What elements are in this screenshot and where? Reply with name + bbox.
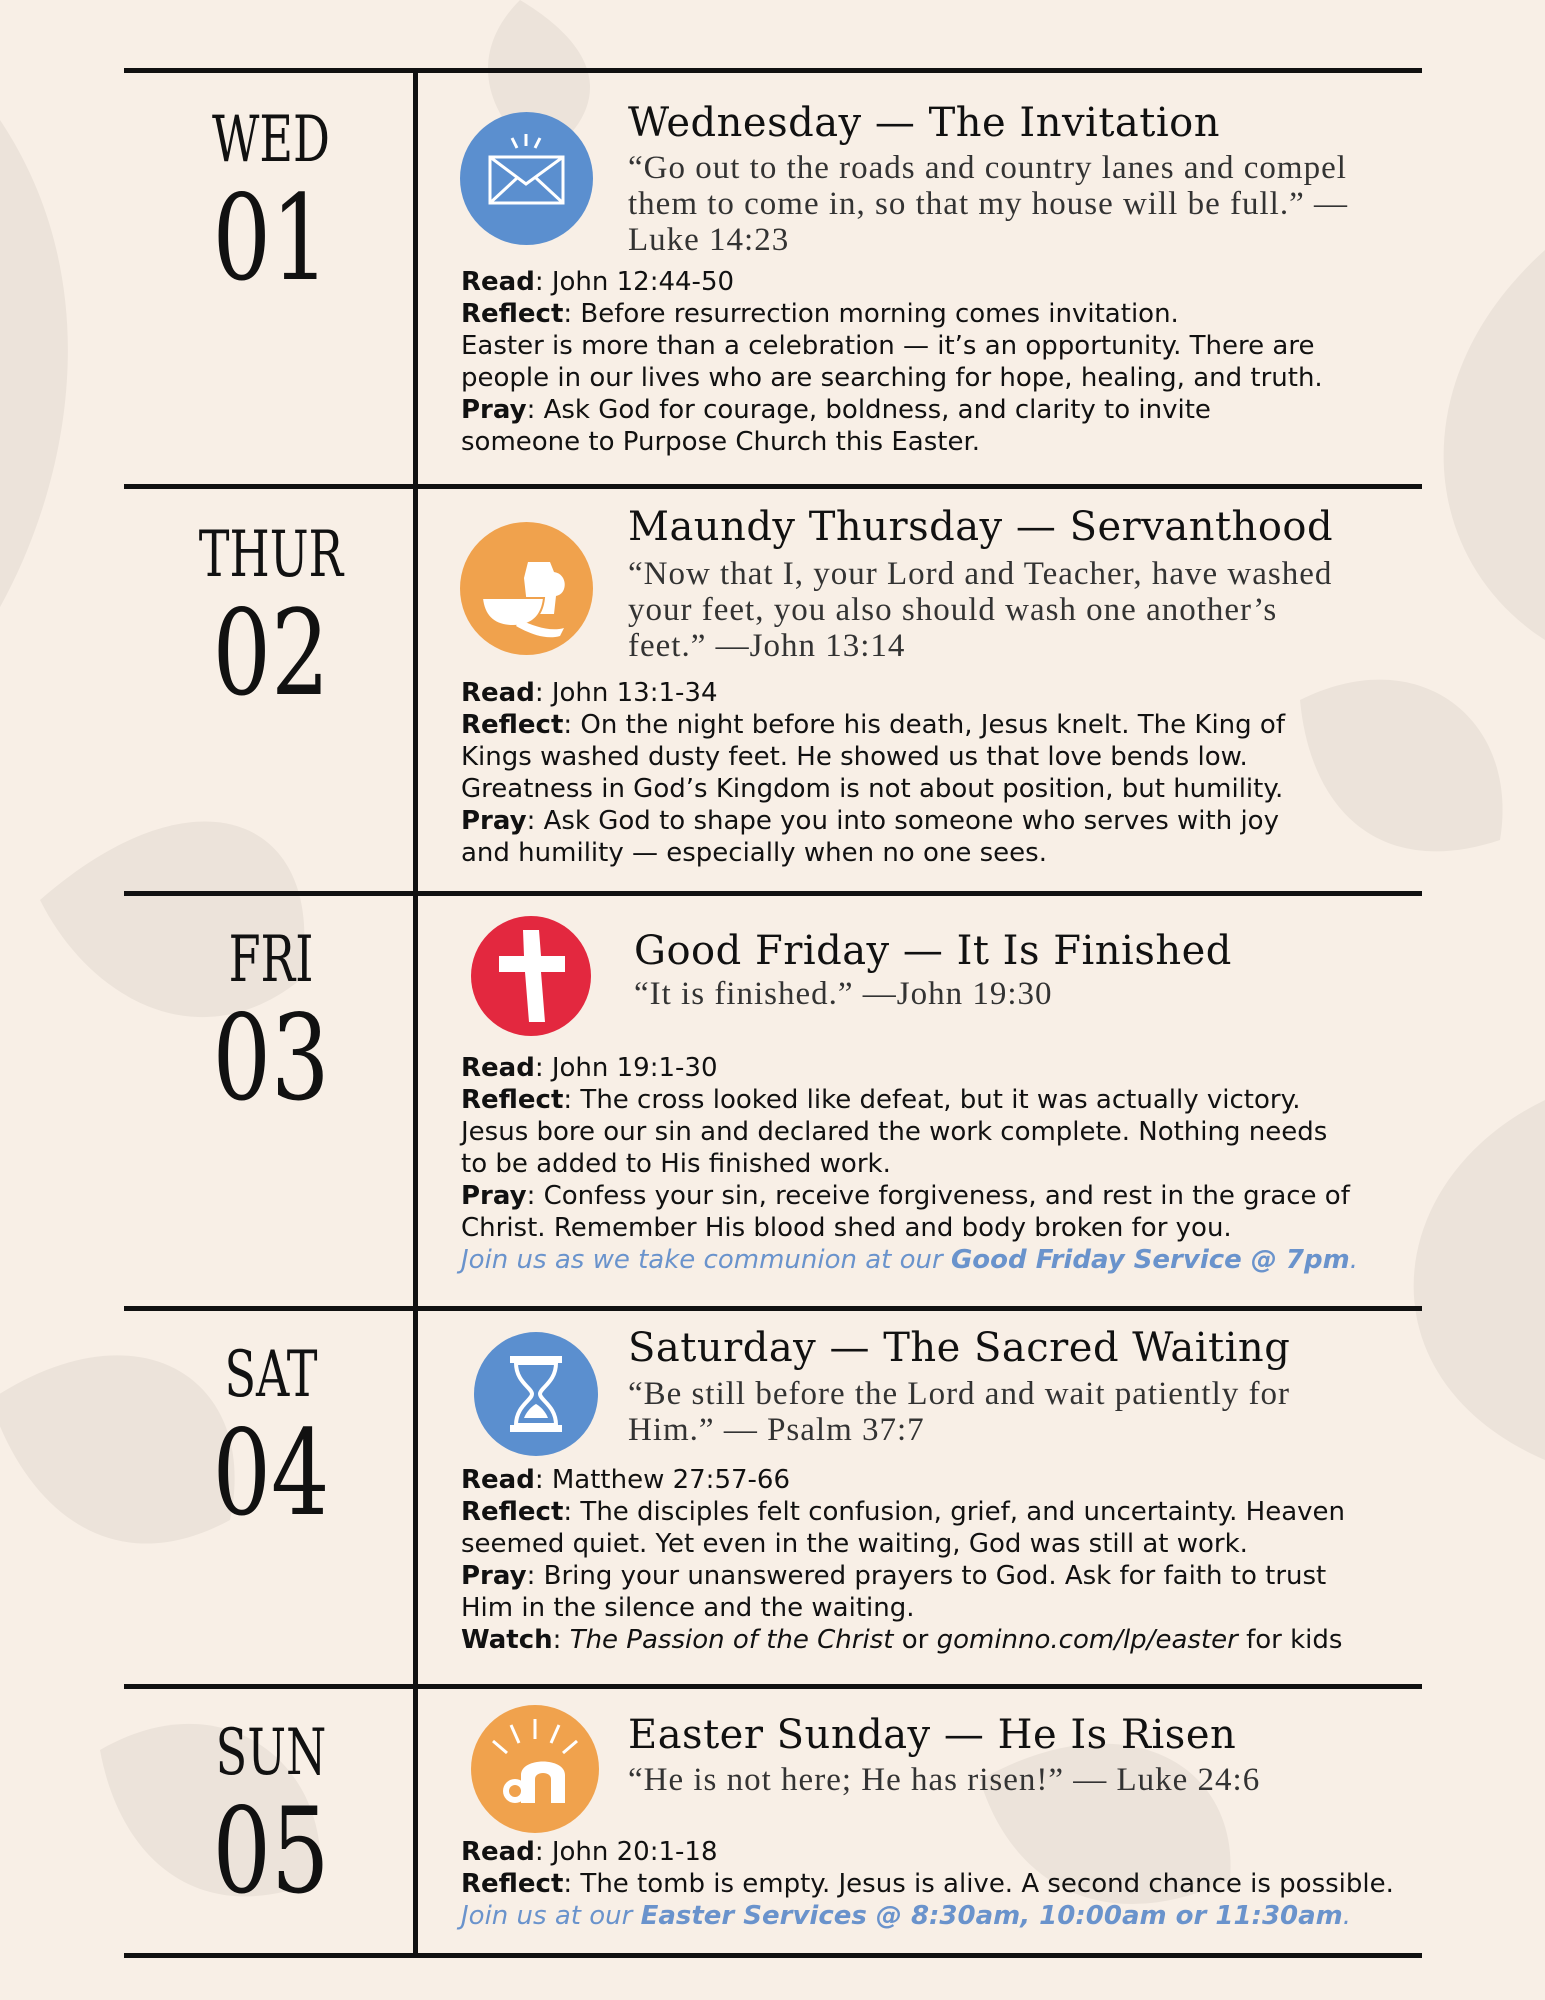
pray-line xyxy=(461,394,1323,426)
reflect-label: Reflect xyxy=(461,1869,564,1899)
pray-line xyxy=(461,1180,1358,1212)
pray-text: : Confess your sin, receive forgiveness, and rest in the grace of xyxy=(526,1181,1350,1211)
reflect-line: Easter is more than a celebration — it’s an opportunity. There are xyxy=(461,331,1315,361)
reflect-line: Greatness in God’s Kingdom is not about position, but humility. xyxy=(461,774,1284,804)
pray-line: Christ. Remember His blood shed and body broken for you. xyxy=(461,1213,1232,1243)
watch-end: for kids xyxy=(1237,1625,1343,1655)
day-title: Wednesday — The Invitation xyxy=(628,100,1220,146)
empty-tomb-sunrise-icon xyxy=(471,1705,599,1833)
read-label: Read xyxy=(461,678,535,708)
day-title: Saturday — The Sacred Waiting xyxy=(628,1325,1291,1371)
read-text: : John 13:1-34 xyxy=(534,678,718,708)
read-label: Read xyxy=(461,1465,535,1495)
invite-end: . xyxy=(1349,1245,1358,1275)
watch-label: Watch xyxy=(461,1625,553,1655)
day-number: 04 xyxy=(212,1404,330,1542)
day-title: Easter Sunday — He Is Risen xyxy=(628,1712,1237,1758)
pray-label: Pray xyxy=(461,1561,527,1591)
day-label xyxy=(130,923,412,1127)
read-text: : John 20:1-18 xyxy=(534,1837,718,1867)
day-body xyxy=(461,1464,1345,1656)
day-label xyxy=(130,1338,412,1542)
day-quote: “Be still before the Lord and wait patiently for Him.” — Psalm 37:7 xyxy=(628,1376,1290,1448)
basin-pitcher-icon xyxy=(460,522,593,655)
watch-sep: : xyxy=(552,1625,570,1655)
reflect-line: to be added to His finished work. xyxy=(461,1149,891,1179)
read-line xyxy=(461,1052,1358,1084)
day-abbr: FRI xyxy=(228,923,314,997)
day-number: 03 xyxy=(212,989,330,1127)
reflect-text: : The cross looked like defeat, but it was actually victory. xyxy=(563,1085,1301,1115)
reflect-text: : On the night before his death, Jesus knelt. The King of xyxy=(563,710,1285,740)
read-text: : Matthew 27:57-66 xyxy=(534,1465,790,1495)
reflect-line: Kings washed dusty feet. He showed us that love bends low. xyxy=(461,742,1248,772)
cross-icon xyxy=(471,916,591,1036)
divider-bottom xyxy=(124,1953,1422,1958)
reflect-label: Reflect xyxy=(461,299,564,329)
service-time-link[interactable]: Easter Services @ 8:30am, 10:00am or 11:30am xyxy=(640,1901,1343,1931)
read-label: Read xyxy=(461,1837,535,1867)
read-line xyxy=(461,1836,1394,1868)
pray-line: and humility — especially when no one sees. xyxy=(461,838,1047,868)
reflect-line xyxy=(461,298,1323,330)
reflect-line xyxy=(461,1084,1358,1116)
day-quote: “He is not here; He has risen!” — Luke 24:6 xyxy=(628,1762,1261,1798)
read-label: Read xyxy=(461,1053,535,1083)
read-text: : John 12:44-50 xyxy=(534,267,735,297)
reflect-label: Reflect xyxy=(461,710,564,740)
day-label xyxy=(130,518,412,722)
pray-label: Pray xyxy=(461,806,527,836)
divider-wed-thur xyxy=(124,484,1422,489)
day-body xyxy=(461,677,1285,869)
divider-thur-fri xyxy=(124,891,1422,896)
day-body xyxy=(461,266,1323,458)
reflect-label: Reflect xyxy=(461,1085,564,1115)
divider-fri-sat xyxy=(124,1306,1422,1311)
day-number: 05 xyxy=(212,1782,330,1920)
divider-vertical xyxy=(413,70,418,1955)
day-label xyxy=(130,103,412,307)
read-line xyxy=(461,1464,1345,1496)
day-label xyxy=(130,1716,412,1920)
day-quote: “Go out to the roads and country lanes and compel them to come in, so that my house will be full.” — Luke 14:23 xyxy=(628,150,1348,258)
day-body xyxy=(461,1052,1358,1276)
reflect-text: : The disciples felt confusion, grief, and uncertainty. Heaven xyxy=(563,1497,1345,1527)
read-line xyxy=(461,266,1323,298)
invite-text: Join us as we take communion at our xyxy=(461,1245,951,1275)
watch-line xyxy=(461,1624,1345,1656)
pray-text: : Ask God to shape you into someone who serves with joy xyxy=(526,806,1279,836)
day-title: Maundy Thursday — Servanthood xyxy=(628,504,1334,550)
reflect-label: Reflect xyxy=(461,1497,564,1527)
envelope-icon xyxy=(460,112,593,245)
divider-sat-sun xyxy=(124,1684,1422,1689)
service-invite xyxy=(461,1900,1394,1932)
read-label: Read xyxy=(461,267,535,297)
hourglass-icon xyxy=(474,1332,598,1456)
reflect-line xyxy=(461,1868,1394,1900)
read-text: : John 19:1-30 xyxy=(534,1053,718,1083)
day-number: 01 xyxy=(212,169,330,307)
pray-text: : Bring your unanswered prayers to God. Ask for faith to trust xyxy=(526,1561,1327,1591)
pray-label: Pray xyxy=(461,1181,527,1211)
pray-line xyxy=(461,805,1285,837)
day-abbr: THUR xyxy=(198,518,344,592)
reflect-text: : The tomb is empty. Jesus is alive. A second chance is possible. xyxy=(563,1869,1394,1899)
day-abbr: SUN xyxy=(215,1716,327,1790)
reflect-line xyxy=(461,1496,1345,1528)
day-body xyxy=(461,1836,1394,1932)
pray-text: : Ask God for courage, boldness, and clarity to invite xyxy=(526,395,1211,425)
pray-line xyxy=(461,1560,1345,1592)
watch-kids-link[interactable]: gominno.com/lp/easter xyxy=(936,1625,1238,1655)
invite-end: . xyxy=(1342,1901,1352,1931)
pray-line: Him in the silence and the waiting. xyxy=(461,1593,915,1623)
day-abbr: SAT xyxy=(224,1338,318,1412)
reflect-line: seemed quiet. Yet even in the waiting, God was still at work. xyxy=(461,1529,1248,1559)
service-invite xyxy=(461,1244,1358,1276)
day-quote: “Now that I, your Lord and Teacher, have washed your feet, you also should wash one another’s feet.” —John 13:14 xyxy=(628,556,1333,664)
watch-or: or xyxy=(893,1625,937,1655)
watch-film-title: The Passion of the Christ xyxy=(569,1625,894,1655)
reflect-line xyxy=(461,709,1285,741)
reflect-text: : Before resurrection morning comes invitation. xyxy=(563,299,1179,329)
read-line xyxy=(461,677,1285,709)
day-abbr: WED xyxy=(212,103,330,177)
reflect-line: Jesus bore our sin and declared the work complete. Nothing needs xyxy=(461,1117,1328,1147)
reflect-line: people in our lives who are searching for hope, healing, and truth. xyxy=(461,363,1323,393)
invite-text: Join us at our xyxy=(461,1901,641,1931)
pray-line: someone to Purpose Church this Easter. xyxy=(461,427,981,457)
day-title: Good Friday — It Is Finished xyxy=(634,928,1232,974)
pray-label: Pray xyxy=(461,395,527,425)
day-quote: “It is finished.” —John 19:30 xyxy=(634,976,1053,1012)
divider-top xyxy=(124,68,1422,73)
day-number: 02 xyxy=(212,584,330,722)
service-time-link[interactable]: Good Friday Service @ 7pm xyxy=(950,1245,1350,1275)
